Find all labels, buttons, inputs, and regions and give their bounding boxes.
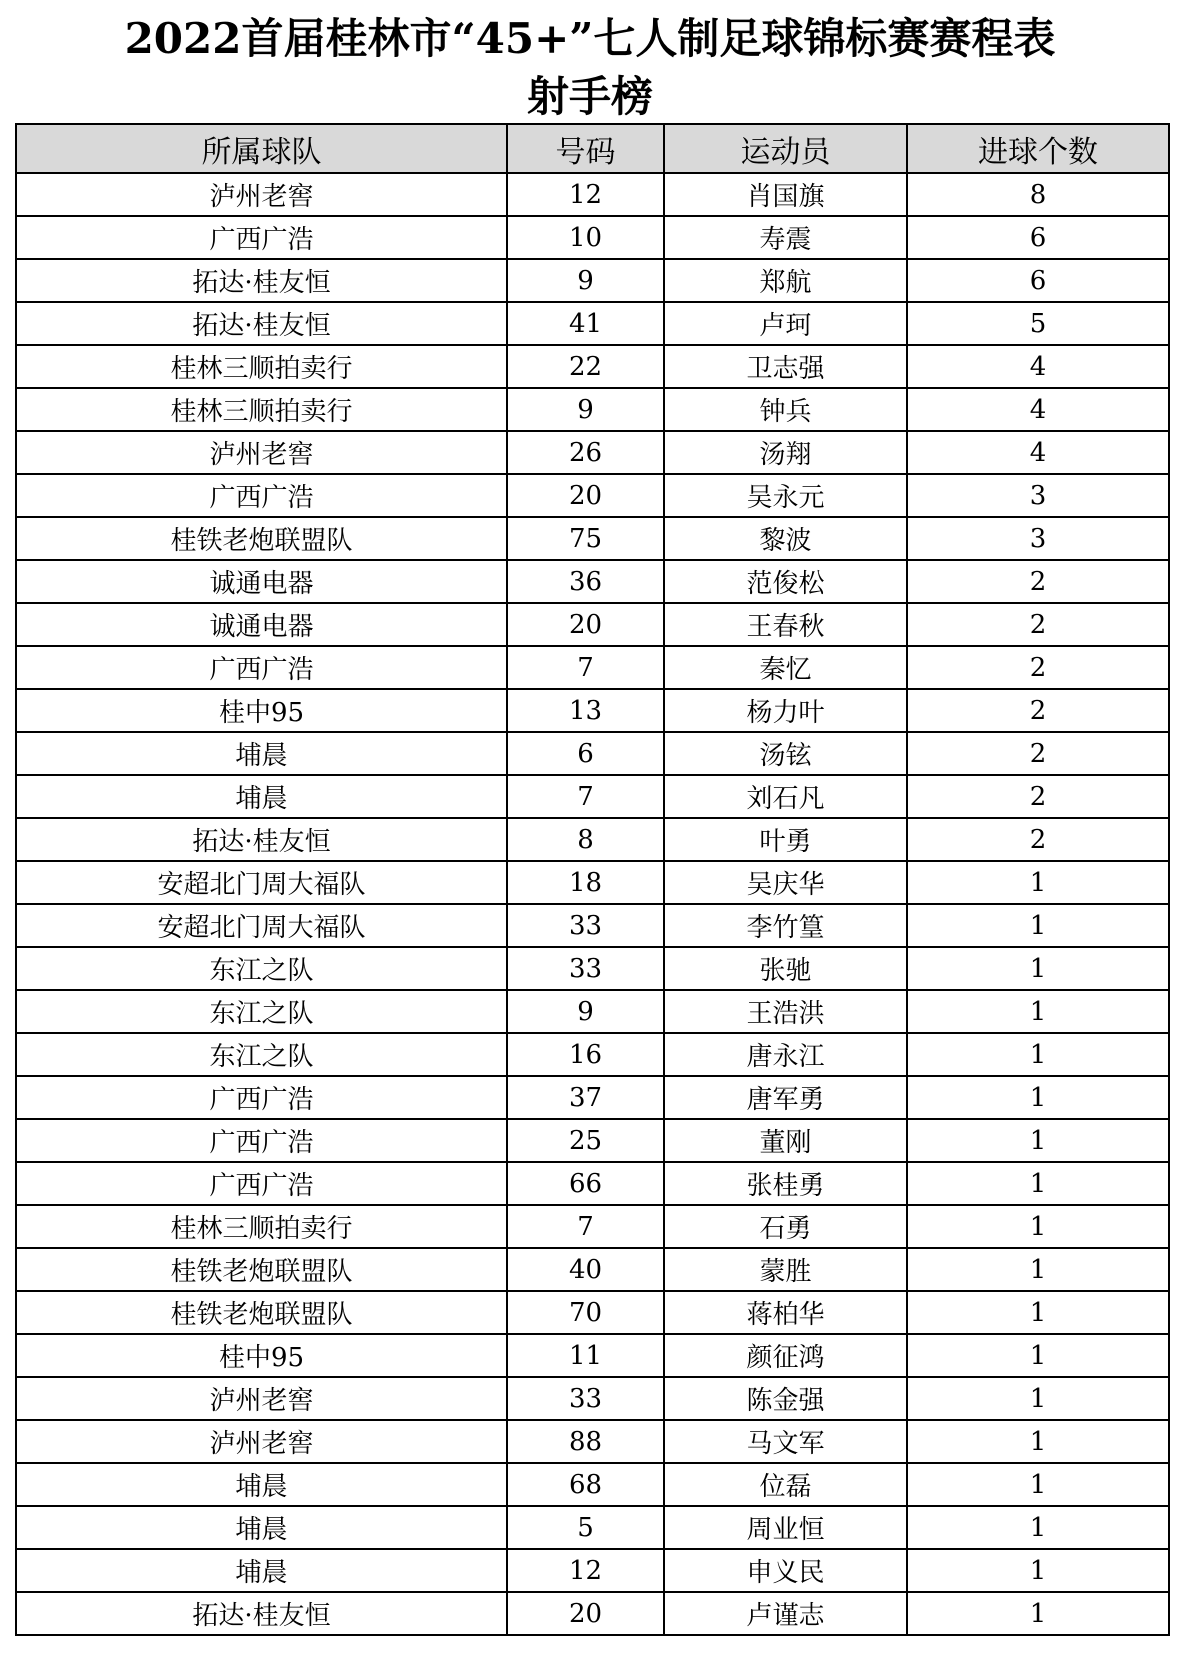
player-cell: 颜征鸿: [664, 1334, 907, 1377]
table-row: [16, 173, 1169, 216]
number-cell: 26: [507, 431, 664, 474]
team-cell: 桂林三顺拍卖行: [16, 345, 507, 388]
player-cell: 郑航: [664, 259, 907, 302]
number-cell: 7: [507, 775, 664, 818]
player-cell: 王浩洪: [664, 990, 907, 1033]
player-cell: 石勇: [664, 1205, 907, 1248]
table-row: [16, 1205, 1169, 1248]
goals-cell: 4: [907, 431, 1169, 474]
goals-cell: 1: [907, 1119, 1169, 1162]
table-row: [16, 646, 1169, 689]
team-cell: 广西广浩: [16, 474, 507, 517]
number-cell: 7: [507, 646, 664, 689]
team-cell: 安超北门周大福队: [16, 904, 507, 947]
goals-cell: 1: [907, 1291, 1169, 1334]
number-cell: 68: [507, 1463, 664, 1506]
number-cell: 9: [507, 990, 664, 1033]
player-cell: 马文军: [664, 1420, 907, 1463]
team-cell: 拓达·桂友恒: [16, 302, 507, 345]
goals-cell: 2: [907, 689, 1169, 732]
team-cell: 桂中95: [16, 689, 507, 732]
column-header-team: 所属球队: [16, 124, 507, 173]
table-row: [16, 990, 1169, 1033]
number-cell: 40: [507, 1248, 664, 1291]
player-cell: 唐军勇: [664, 1076, 907, 1119]
table-row: [16, 474, 1169, 517]
player-cell: 吴永元: [664, 474, 907, 517]
team-cell: 桂林三顺拍卖行: [16, 1205, 507, 1248]
player-cell: 董刚: [664, 1119, 907, 1162]
team-cell: 广西广浩: [16, 1119, 507, 1162]
table-row: [16, 1420, 1169, 1463]
team-cell: 桂中95: [16, 1334, 507, 1377]
player-cell: 唐永江: [664, 1033, 907, 1076]
player-cell: 张驰: [664, 947, 907, 990]
goals-cell: 2: [907, 560, 1169, 603]
player-cell: 王春秋: [664, 603, 907, 646]
team-cell: 东江之队: [16, 990, 507, 1033]
team-cell: 东江之队: [16, 1033, 507, 1076]
goals-cell: 1: [907, 1162, 1169, 1205]
number-cell: 5: [507, 1506, 664, 1549]
table-row: [16, 1119, 1169, 1162]
player-cell: 刘石凡: [664, 775, 907, 818]
table-row: [16, 1506, 1169, 1549]
team-cell: 广西广浩: [16, 1162, 507, 1205]
team-cell: 桂铁老炮联盟队: [16, 517, 507, 560]
page-subtitle: 射手榜: [526, 72, 653, 121]
number-cell: 41: [507, 302, 664, 345]
team-cell: 诚通电器: [16, 603, 507, 646]
table-row: [16, 861, 1169, 904]
player-cell: 卢珂: [664, 302, 907, 345]
team-cell: 埔晨: [16, 775, 507, 818]
number-cell: 9: [507, 259, 664, 302]
number-cell: 70: [507, 1291, 664, 1334]
table-row: [16, 560, 1169, 603]
goals-cell: 4: [907, 388, 1169, 431]
goals-cell: 1: [907, 1076, 1169, 1119]
number-cell: 12: [507, 173, 664, 216]
team-cell: 广西广浩: [16, 216, 507, 259]
team-cell: 广西广浩: [16, 646, 507, 689]
number-cell: 33: [507, 904, 664, 947]
number-cell: 20: [507, 474, 664, 517]
number-cell: 36: [507, 560, 664, 603]
player-cell: 吴庆华: [664, 861, 907, 904]
team-cell: 桂林三顺拍卖行: [16, 388, 507, 431]
goals-cell: 1: [907, 1420, 1169, 1463]
table-row: [16, 216, 1169, 259]
player-cell: 叶勇: [664, 818, 907, 861]
goals-cell: 1: [907, 1334, 1169, 1377]
goals-cell: 1: [907, 1205, 1169, 1248]
number-cell: 8: [507, 818, 664, 861]
number-cell: 25: [507, 1119, 664, 1162]
player-cell: 汤翔: [664, 431, 907, 474]
team-cell: 泸州老窖: [16, 1377, 507, 1420]
table-row: [16, 603, 1169, 646]
player-cell: 位磊: [664, 1463, 907, 1506]
table-row: [16, 1076, 1169, 1119]
goals-cell: 1: [907, 990, 1169, 1033]
number-cell: 7: [507, 1205, 664, 1248]
table-row: [16, 818, 1169, 861]
player-cell: 卢谨志: [664, 1592, 907, 1635]
table-row: [16, 302, 1169, 345]
number-cell: 75: [507, 517, 664, 560]
number-cell: 12: [507, 1549, 664, 1592]
player-cell: 蒋柏华: [664, 1291, 907, 1334]
goals-cell: 1: [907, 1506, 1169, 1549]
goals-cell: 1: [907, 1592, 1169, 1635]
team-cell: 安超北门周大福队: [16, 861, 507, 904]
goals-cell: 1: [907, 1033, 1169, 1076]
team-cell: 拓达·桂友恒: [16, 1592, 507, 1635]
table-row: [16, 1463, 1169, 1506]
number-cell: 33: [507, 1377, 664, 1420]
number-cell: 20: [507, 1592, 664, 1635]
column-header-player: 运动员: [664, 124, 907, 173]
team-cell: 拓达·桂友恒: [16, 259, 507, 302]
table-row: [16, 689, 1169, 732]
player-cell: 蒙胜: [664, 1248, 907, 1291]
number-cell: 18: [507, 861, 664, 904]
goals-cell: 5: [907, 302, 1169, 345]
goals-cell: 1: [907, 1377, 1169, 1420]
goals-cell: 1: [907, 904, 1169, 947]
number-cell: 10: [507, 216, 664, 259]
goals-cell: 2: [907, 732, 1169, 775]
number-cell: 9: [507, 388, 664, 431]
column-header-goals: 进球个数: [907, 124, 1169, 173]
player-cell: 卫志强: [664, 345, 907, 388]
top-scorers-table: [15, 123, 1170, 1636]
player-cell: 秦忆: [664, 646, 907, 689]
player-cell: 张桂勇: [664, 1162, 907, 1205]
table-row: [16, 1377, 1169, 1420]
table-row: [16, 1033, 1169, 1076]
team-cell: 桂铁老炮联盟队: [16, 1291, 507, 1334]
column-header-number: 号码: [507, 124, 664, 173]
player-cell: 杨力叶: [664, 689, 907, 732]
table-row: [16, 431, 1169, 474]
team-cell: 拓达·桂友恒: [16, 818, 507, 861]
goals-cell: 1: [907, 861, 1169, 904]
team-cell: 埔晨: [16, 1549, 507, 1592]
table-row: [16, 345, 1169, 388]
table-row: [16, 904, 1169, 947]
number-cell: 16: [507, 1033, 664, 1076]
goals-cell: 1: [907, 1248, 1169, 1291]
player-cell: 肖国旗: [664, 173, 907, 216]
team-cell: 泸州老窖: [16, 1420, 507, 1463]
table-row: [16, 1334, 1169, 1377]
goals-cell: 1: [907, 1549, 1169, 1592]
number-cell: 37: [507, 1076, 664, 1119]
table-row: [16, 1291, 1169, 1334]
table-row: [16, 517, 1169, 560]
team-cell: 埔晨: [16, 1506, 507, 1549]
table-row: [16, 1549, 1169, 1592]
player-cell: 汤铉: [664, 732, 907, 775]
page-title: 2022首届桂林市“45+”七人制足球锦标赛赛程表: [124, 14, 1056, 63]
team-cell: 桂铁老炮联盟队: [16, 1248, 507, 1291]
table-row: [16, 1162, 1169, 1205]
team-cell: 广西广浩: [16, 1076, 507, 1119]
number-cell: 88: [507, 1420, 664, 1463]
team-cell: 埔晨: [16, 1463, 507, 1506]
goals-cell: 1: [907, 1463, 1169, 1506]
team-cell: 泸州老窖: [16, 431, 507, 474]
team-cell: 泸州老窖: [16, 173, 507, 216]
number-cell: 22: [507, 345, 664, 388]
number-cell: 13: [507, 689, 664, 732]
goals-cell: 6: [907, 259, 1169, 302]
goals-cell: 3: [907, 474, 1169, 517]
goals-cell: 2: [907, 603, 1169, 646]
table-row: [16, 388, 1169, 431]
table-row: [16, 732, 1169, 775]
player-cell: 陈金强: [664, 1377, 907, 1420]
number-cell: 11: [507, 1334, 664, 1377]
team-cell: 诚通电器: [16, 560, 507, 603]
player-cell: 黎波: [664, 517, 907, 560]
table-row: [16, 1592, 1169, 1635]
table-row: [16, 947, 1169, 990]
player-cell: 李竹篁: [664, 904, 907, 947]
table-row: [16, 1248, 1169, 1291]
goals-cell: 2: [907, 818, 1169, 861]
goals-cell: 4: [907, 345, 1169, 388]
player-cell: 寿震: [664, 216, 907, 259]
goals-cell: 8: [907, 173, 1169, 216]
player-cell: 申义民: [664, 1549, 907, 1592]
number-cell: 33: [507, 947, 664, 990]
table-body: [16, 173, 1169, 1635]
player-cell: 范俊松: [664, 560, 907, 603]
goals-cell: 2: [907, 775, 1169, 818]
table-header-row: [16, 124, 1169, 173]
player-cell: 钟兵: [664, 388, 907, 431]
goals-cell: 6: [907, 216, 1169, 259]
team-cell: 埔晨: [16, 732, 507, 775]
number-cell: 6: [507, 732, 664, 775]
goals-cell: 2: [907, 646, 1169, 689]
number-cell: 66: [507, 1162, 664, 1205]
player-cell: 周业恒: [664, 1506, 907, 1549]
goals-cell: 1: [907, 947, 1169, 990]
table-row: [16, 259, 1169, 302]
team-cell: 东江之队: [16, 947, 507, 990]
goals-cell: 3: [907, 517, 1169, 560]
number-cell: 20: [507, 603, 664, 646]
table-row: [16, 775, 1169, 818]
